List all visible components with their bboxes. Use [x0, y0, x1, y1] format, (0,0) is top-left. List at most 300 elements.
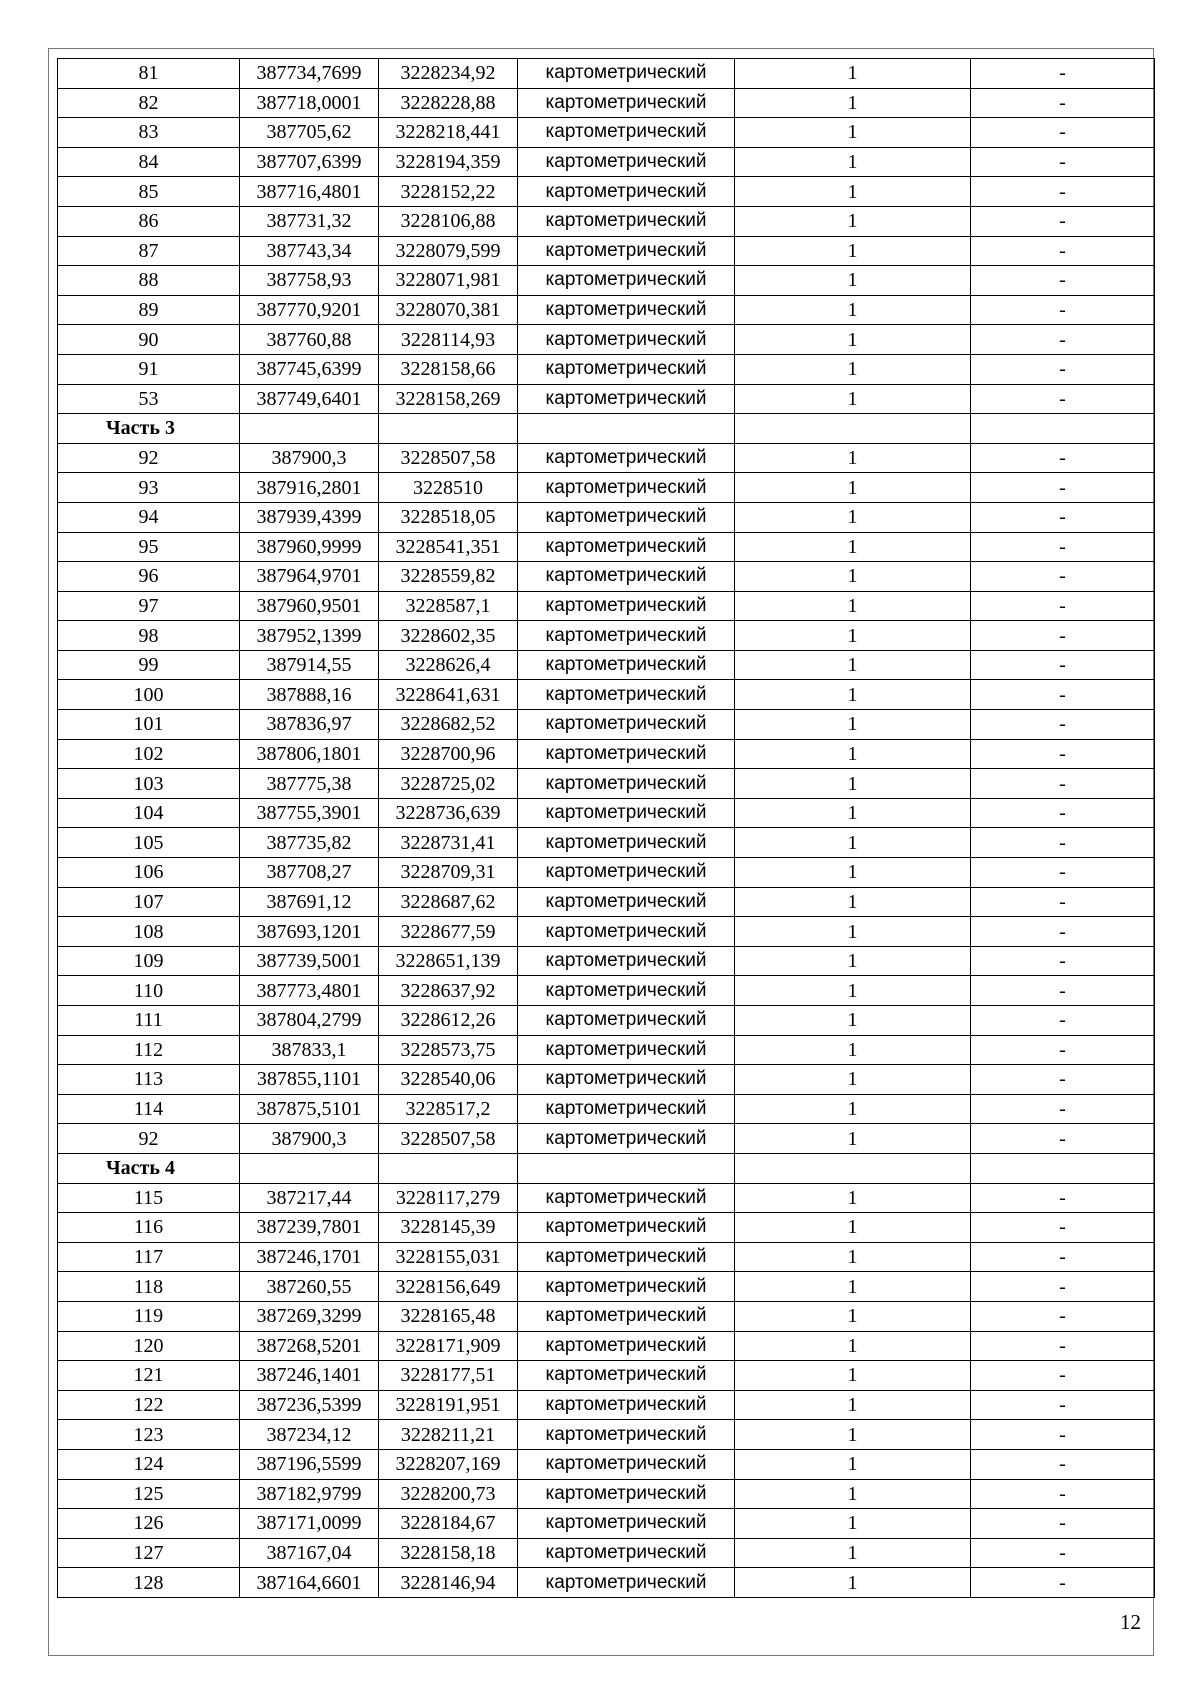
y-coordinate-cell: 3228687,62	[379, 887, 518, 917]
table-row	[58, 1479, 1155, 1509]
description-cell: -	[971, 621, 1155, 651]
point-number-cell: 116	[58, 1213, 240, 1243]
point-number-cell: 120	[58, 1331, 240, 1361]
point-number-cell: 101	[58, 710, 240, 740]
description-cell: -	[971, 680, 1155, 710]
method-cell: картометрический	[518, 798, 735, 828]
point-number-cell: 122	[58, 1390, 240, 1420]
table-row	[58, 384, 1155, 414]
y-coordinate-cell: 3228517,2	[379, 1094, 518, 1124]
description-cell: -	[971, 147, 1155, 177]
method-cell: картометрический	[518, 1094, 735, 1124]
y-coordinate-cell: 3228211,21	[379, 1420, 518, 1450]
point-number-cell: 95	[58, 532, 240, 562]
x-coordinate-cell: 387182,9799	[240, 1479, 379, 1509]
method-cell: картометрический	[518, 1509, 735, 1539]
x-coordinate-cell: 387775,38	[240, 769, 379, 799]
point-number-cell: 103	[58, 769, 240, 799]
description-cell: -	[971, 473, 1155, 503]
description-cell: -	[971, 1449, 1155, 1479]
point-number-cell: 100	[58, 680, 240, 710]
point-number-cell: 81	[58, 59, 240, 89]
point-number-cell: 123	[58, 1420, 240, 1450]
y-coordinate-cell: 3228114,93	[379, 325, 518, 355]
y-coordinate-cell: 3228158,18	[379, 1538, 518, 1568]
point-number-cell: 106	[58, 858, 240, 888]
point-number-cell: 94	[58, 502, 240, 532]
description-cell: -	[971, 59, 1155, 89]
method-cell: картометрический	[518, 1242, 735, 1272]
accuracy-cell: 1	[735, 1509, 971, 1539]
y-coordinate-cell: 3228641,631	[379, 680, 518, 710]
accuracy-cell: 1	[735, 59, 971, 89]
description-cell: -	[971, 88, 1155, 118]
point-number-cell: 96	[58, 562, 240, 592]
description-cell: -	[971, 739, 1155, 769]
table-row	[58, 680, 1155, 710]
accuracy-cell: 1	[735, 295, 971, 325]
x-coordinate-cell: 387708,27	[240, 858, 379, 888]
accuracy-cell: 1	[735, 473, 971, 503]
description-cell: -	[971, 266, 1155, 296]
description-cell: -	[971, 858, 1155, 888]
accuracy-cell: 1	[735, 1272, 971, 1302]
x-coordinate-cell: 387171,0099	[240, 1509, 379, 1539]
x-coordinate-cell: 387164,6601	[240, 1568, 379, 1598]
x-coordinate-cell: 387960,9501	[240, 591, 379, 621]
x-coordinate-cell: 387745,6399	[240, 354, 379, 384]
y-coordinate-cell: 3228184,67	[379, 1509, 518, 1539]
accuracy-cell: 1	[735, 206, 971, 236]
coordinates-table-body	[58, 59, 1155, 1598]
y-coordinate-cell: 3228234,92	[379, 59, 518, 89]
description-cell: -	[971, 1006, 1155, 1036]
y-coordinate-cell: 3228146,94	[379, 1568, 518, 1598]
point-number-cell: 91	[58, 354, 240, 384]
accuracy-cell: 1	[735, 1449, 971, 1479]
description-cell: -	[971, 1479, 1155, 1509]
description-cell: -	[971, 887, 1155, 917]
y-coordinate-cell: 3228677,59	[379, 917, 518, 947]
point-number-cell: 126	[58, 1509, 240, 1539]
point-number-cell: 86	[58, 206, 240, 236]
method-cell: картометрический	[518, 1479, 735, 1509]
table-row	[58, 591, 1155, 621]
method-cell: картометрический	[518, 118, 735, 148]
table-row	[58, 1449, 1155, 1479]
table-row	[58, 502, 1155, 532]
description-cell: -	[971, 325, 1155, 355]
method-cell: картометрический	[518, 858, 735, 888]
table-row	[58, 118, 1155, 148]
table-row	[58, 1301, 1155, 1331]
accuracy-cell: 1	[735, 1124, 971, 1154]
x-coordinate-cell: 387691,12	[240, 887, 379, 917]
method-cell: картометрический	[518, 1361, 735, 1391]
empty-cell	[240, 414, 379, 444]
point-number-cell: 89	[58, 295, 240, 325]
accuracy-cell: 1	[735, 917, 971, 947]
method-cell: картометрический	[518, 1420, 735, 1450]
x-coordinate-cell: 387964,9701	[240, 562, 379, 592]
accuracy-cell: 1	[735, 1065, 971, 1095]
y-coordinate-cell: 3228156,649	[379, 1272, 518, 1302]
table-row	[58, 976, 1155, 1006]
y-coordinate-cell: 3228071,981	[379, 266, 518, 296]
table-row	[58, 650, 1155, 680]
description-cell: -	[971, 295, 1155, 325]
method-cell: картометрический	[518, 946, 735, 976]
x-coordinate-cell: 387833,1	[240, 1035, 379, 1065]
accuracy-cell: 1	[735, 946, 971, 976]
x-coordinate-cell: 387960,9999	[240, 532, 379, 562]
description-cell: -	[971, 798, 1155, 828]
table-row	[58, 946, 1155, 976]
table-row	[58, 59, 1155, 89]
y-coordinate-cell: 3228165,48	[379, 1301, 518, 1331]
point-number-cell: 127	[58, 1538, 240, 1568]
description-cell: -	[971, 1361, 1155, 1391]
description-cell: -	[971, 710, 1155, 740]
description-cell: -	[971, 502, 1155, 532]
accuracy-cell: 1	[735, 562, 971, 592]
method-cell: картометрический	[518, 1568, 735, 1598]
method-cell: картометрический	[518, 295, 735, 325]
point-number-cell: 88	[58, 266, 240, 296]
accuracy-cell: 1	[735, 236, 971, 266]
point-number-cell: 108	[58, 917, 240, 947]
accuracy-cell: 1	[735, 591, 971, 621]
x-coordinate-cell: 387268,5201	[240, 1331, 379, 1361]
table-row	[58, 532, 1155, 562]
table-row	[58, 1065, 1155, 1095]
point-number-cell: 98	[58, 621, 240, 651]
method-cell: картометрический	[518, 532, 735, 562]
table-row	[58, 1035, 1155, 1065]
x-coordinate-cell: 387900,3	[240, 1124, 379, 1154]
x-coordinate-cell: 387806,1801	[240, 739, 379, 769]
accuracy-cell: 1	[735, 1361, 971, 1391]
description-cell: -	[971, 769, 1155, 799]
description-cell: -	[971, 1301, 1155, 1331]
method-cell: картометрический	[518, 473, 735, 503]
x-coordinate-cell: 387760,88	[240, 325, 379, 355]
table-row	[58, 266, 1155, 296]
table-row	[58, 621, 1155, 651]
section-header-row	[58, 414, 1155, 444]
x-coordinate-cell: 387739,5001	[240, 946, 379, 976]
method-cell: картометрический	[518, 443, 735, 473]
table-row	[58, 1213, 1155, 1243]
description-cell: -	[971, 828, 1155, 858]
accuracy-cell: 1	[735, 739, 971, 769]
method-cell: картометрический	[518, 1449, 735, 1479]
method-cell: картометрический	[518, 1035, 735, 1065]
table-row	[58, 769, 1155, 799]
x-coordinate-cell: 387707,6399	[240, 147, 379, 177]
accuracy-cell: 1	[735, 887, 971, 917]
description-cell: -	[971, 1420, 1155, 1450]
point-number-cell: 53	[58, 384, 240, 414]
method-cell: картометрический	[518, 354, 735, 384]
y-coordinate-cell: 3228573,75	[379, 1035, 518, 1065]
point-number-cell: 113	[58, 1065, 240, 1095]
y-coordinate-cell: 3228612,26	[379, 1006, 518, 1036]
table-row	[58, 710, 1155, 740]
accuracy-cell: 1	[735, 325, 971, 355]
y-coordinate-cell: 3228736,639	[379, 798, 518, 828]
accuracy-cell: 1	[735, 976, 971, 1006]
x-coordinate-cell: 387914,55	[240, 650, 379, 680]
description-cell: -	[971, 177, 1155, 207]
method-cell: картометрический	[518, 147, 735, 177]
description-cell: -	[971, 1272, 1155, 1302]
y-coordinate-cell: 3228158,269	[379, 384, 518, 414]
description-cell: -	[971, 1568, 1155, 1598]
method-cell: картометрический	[518, 1272, 735, 1302]
method-cell: картометрический	[518, 1183, 735, 1213]
description-cell: -	[971, 443, 1155, 473]
point-number-cell: 107	[58, 887, 240, 917]
accuracy-cell: 1	[735, 710, 971, 740]
description-cell: -	[971, 562, 1155, 592]
x-coordinate-cell: 387770,9201	[240, 295, 379, 325]
method-cell: картометрический	[518, 1390, 735, 1420]
method-cell: картометрический	[518, 1213, 735, 1243]
point-number-cell: 93	[58, 473, 240, 503]
y-coordinate-cell: 3228700,96	[379, 739, 518, 769]
page-number: 12	[1120, 1610, 1141, 1634]
method-cell: картометрический	[518, 1331, 735, 1361]
point-number-cell: 109	[58, 946, 240, 976]
method-cell: картометрический	[518, 739, 735, 769]
accuracy-cell: 1	[735, 384, 971, 414]
point-number-cell: 112	[58, 1035, 240, 1065]
table-row	[58, 147, 1155, 177]
point-number-cell: 124	[58, 1449, 240, 1479]
table-row	[58, 1183, 1155, 1213]
x-coordinate-cell: 387236,5399	[240, 1390, 379, 1420]
table-row	[58, 828, 1155, 858]
description-cell: -	[971, 1538, 1155, 1568]
y-coordinate-cell: 3228682,52	[379, 710, 518, 740]
table-row	[58, 739, 1155, 769]
accuracy-cell: 1	[735, 1331, 971, 1361]
method-cell: картометрический	[518, 621, 735, 651]
accuracy-cell: 1	[735, 798, 971, 828]
description-cell: -	[971, 236, 1155, 266]
accuracy-cell: 1	[735, 1301, 971, 1331]
table-row	[58, 473, 1155, 503]
y-coordinate-cell: 3228507,58	[379, 443, 518, 473]
y-coordinate-cell: 3228194,359	[379, 147, 518, 177]
y-coordinate-cell: 3228507,58	[379, 1124, 518, 1154]
y-coordinate-cell: 3228177,51	[379, 1361, 518, 1391]
x-coordinate-cell: 387758,93	[240, 266, 379, 296]
section-header-row	[58, 1153, 1155, 1183]
table-row	[58, 206, 1155, 236]
x-coordinate-cell: 387773,4801	[240, 976, 379, 1006]
description-cell: -	[971, 1094, 1155, 1124]
description-cell: -	[971, 1035, 1155, 1065]
point-number-cell: 99	[58, 650, 240, 680]
table-row	[58, 354, 1155, 384]
description-cell: -	[971, 384, 1155, 414]
x-coordinate-cell: 387239,7801	[240, 1213, 379, 1243]
table-row	[58, 88, 1155, 118]
method-cell: картометрический	[518, 1006, 735, 1036]
accuracy-cell: 1	[735, 266, 971, 296]
method-cell: картометрический	[518, 502, 735, 532]
y-coordinate-cell: 3228637,92	[379, 976, 518, 1006]
x-coordinate-cell: 387693,1201	[240, 917, 379, 947]
point-number-cell: 102	[58, 739, 240, 769]
accuracy-cell: 1	[735, 1420, 971, 1450]
accuracy-cell: 1	[735, 1390, 971, 1420]
empty-cell	[971, 414, 1155, 444]
method-cell: картометрический	[518, 236, 735, 266]
table-row	[58, 1094, 1155, 1124]
accuracy-cell: 1	[735, 769, 971, 799]
x-coordinate-cell: 387705,62	[240, 118, 379, 148]
table-row	[58, 325, 1155, 355]
table-row	[58, 1006, 1155, 1036]
accuracy-cell: 1	[735, 118, 971, 148]
table-row	[58, 1509, 1155, 1539]
method-cell: картометрический	[518, 59, 735, 89]
x-coordinate-cell: 387888,16	[240, 680, 379, 710]
accuracy-cell: 1	[735, 1538, 971, 1568]
point-number-cell: 111	[58, 1006, 240, 1036]
table-row	[58, 295, 1155, 325]
y-coordinate-cell: 3228559,82	[379, 562, 518, 592]
table-row	[58, 1390, 1155, 1420]
accuracy-cell: 1	[735, 443, 971, 473]
x-coordinate-cell: 387716,4801	[240, 177, 379, 207]
method-cell: картометрический	[518, 591, 735, 621]
y-coordinate-cell: 3228731,41	[379, 828, 518, 858]
point-number-cell: 104	[58, 798, 240, 828]
point-number-cell: 118	[58, 1272, 240, 1302]
method-cell: картометрический	[518, 680, 735, 710]
x-coordinate-cell: 387731,32	[240, 206, 379, 236]
empty-cell	[735, 414, 971, 444]
accuracy-cell: 1	[735, 147, 971, 177]
method-cell: картометрический	[518, 177, 735, 207]
table-row	[58, 858, 1155, 888]
method-cell: картометрический	[518, 917, 735, 947]
table-row	[58, 798, 1155, 828]
table-row	[58, 1242, 1155, 1272]
method-cell: картометрический	[518, 976, 735, 1006]
accuracy-cell: 1	[735, 1094, 971, 1124]
accuracy-cell: 1	[735, 1568, 971, 1598]
y-coordinate-cell: 3228587,1	[379, 591, 518, 621]
accuracy-cell: 1	[735, 1006, 971, 1036]
x-coordinate-cell: 387916,2801	[240, 473, 379, 503]
table-row	[58, 1331, 1155, 1361]
accuracy-cell: 1	[735, 1213, 971, 1243]
point-number-cell: 117	[58, 1242, 240, 1272]
table-row	[58, 1124, 1155, 1154]
y-coordinate-cell: 3228518,05	[379, 502, 518, 532]
x-coordinate-cell: 387755,3901	[240, 798, 379, 828]
description-cell: -	[971, 354, 1155, 384]
accuracy-cell: 1	[735, 680, 971, 710]
x-coordinate-cell: 387952,1399	[240, 621, 379, 651]
description-cell: -	[971, 591, 1155, 621]
table-row	[58, 1568, 1155, 1598]
accuracy-cell: 1	[735, 354, 971, 384]
y-coordinate-cell: 3228158,66	[379, 354, 518, 384]
point-number-cell: 110	[58, 976, 240, 1006]
y-coordinate-cell: 3228117,279	[379, 1183, 518, 1213]
x-coordinate-cell: 387246,1401	[240, 1361, 379, 1391]
point-number-cell: 105	[58, 828, 240, 858]
x-coordinate-cell: 387749,6401	[240, 384, 379, 414]
x-coordinate-cell: 387900,3	[240, 443, 379, 473]
accuracy-cell: 1	[735, 177, 971, 207]
table-row	[58, 1361, 1155, 1391]
accuracy-cell: 1	[735, 1479, 971, 1509]
description-cell: -	[971, 650, 1155, 680]
y-coordinate-cell: 3228602,35	[379, 621, 518, 651]
method-cell: картометрический	[518, 710, 735, 740]
point-number-cell: 87	[58, 236, 240, 266]
y-coordinate-cell: 3228541,351	[379, 532, 518, 562]
method-cell: картометрический	[518, 384, 735, 414]
empty-cell	[240, 1153, 379, 1183]
accuracy-cell: 1	[735, 88, 971, 118]
y-coordinate-cell: 3228079,599	[379, 236, 518, 266]
y-coordinate-cell: 3228106,88	[379, 206, 518, 236]
table-row	[58, 562, 1155, 592]
description-cell: -	[971, 1124, 1155, 1154]
method-cell: картометрический	[518, 206, 735, 236]
y-coordinate-cell: 3228228,88	[379, 88, 518, 118]
accuracy-cell: 1	[735, 1242, 971, 1272]
description-cell: -	[971, 1390, 1155, 1420]
y-coordinate-cell: 3228070,381	[379, 295, 518, 325]
x-coordinate-cell: 387836,97	[240, 710, 379, 740]
y-coordinate-cell: 3228725,02	[379, 769, 518, 799]
accuracy-cell: 1	[735, 828, 971, 858]
point-number-cell: 128	[58, 1568, 240, 1598]
y-coordinate-cell: 3228709,31	[379, 858, 518, 888]
method-cell: картометрический	[518, 1301, 735, 1331]
x-coordinate-cell: 387196,5599	[240, 1449, 379, 1479]
y-coordinate-cell: 3228207,169	[379, 1449, 518, 1479]
point-number-cell: 82	[58, 88, 240, 118]
method-cell: картометрический	[518, 325, 735, 355]
point-number-cell: 121	[58, 1361, 240, 1391]
description-cell: -	[971, 1213, 1155, 1243]
x-coordinate-cell: 387167,04	[240, 1538, 379, 1568]
table-row	[58, 1420, 1155, 1450]
y-coordinate-cell: 3228540,06	[379, 1065, 518, 1095]
table-row	[58, 1272, 1155, 1302]
table-row	[58, 236, 1155, 266]
point-number-cell: 115	[58, 1183, 240, 1213]
point-number-cell: 125	[58, 1479, 240, 1509]
description-cell: -	[971, 532, 1155, 562]
accuracy-cell: 1	[735, 532, 971, 562]
point-number-cell: 97	[58, 591, 240, 621]
description-cell: -	[971, 917, 1155, 947]
accuracy-cell: 1	[735, 858, 971, 888]
x-coordinate-cell: 387875,5101	[240, 1094, 379, 1124]
method-cell: картометрический	[518, 88, 735, 118]
